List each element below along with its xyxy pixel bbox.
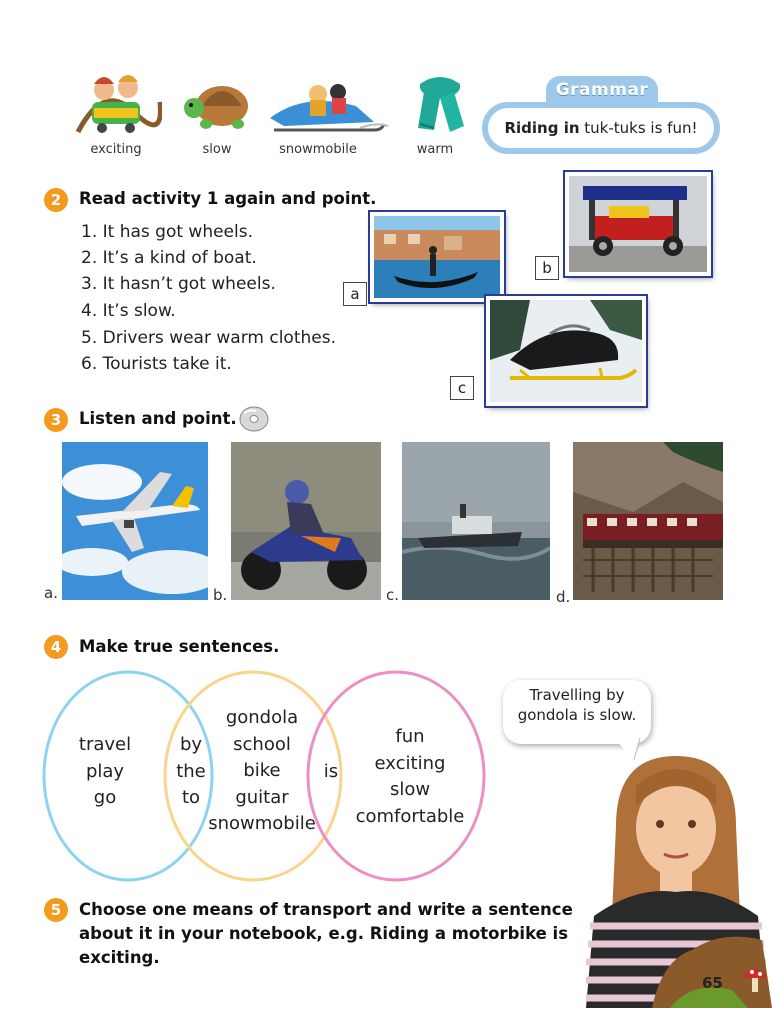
- page-number: 65: [702, 974, 723, 992]
- venn-word-is: is: [323, 761, 339, 782]
- venn-word-by: by: [179, 734, 203, 755]
- photo-label-a: a: [343, 282, 367, 306]
- venn-word-gondola: gondola: [225, 707, 299, 728]
- activity-5-line-1: Choose one means of transport and write a sentence: [79, 900, 573, 919]
- scarf-icon: [410, 62, 470, 140]
- vocab-label-snowmobile: snowmobile: [279, 142, 357, 157]
- tree-stump-icon: [652, 920, 772, 1008]
- sentence-4: 4. It’s slow.: [81, 301, 176, 321]
- activity-2-number: 2: [44, 188, 68, 212]
- snowmobile-icon: [264, 62, 390, 140]
- venn-word-travel: travel: [78, 734, 132, 755]
- venn-word-slow: slow: [389, 779, 431, 800]
- activity-4-title: Make true sentences.: [79, 637, 280, 656]
- activity-5-number: 5: [44, 898, 68, 922]
- rollercoaster-icon: [74, 62, 162, 140]
- venn-word-comfortable: comfortable: [355, 805, 465, 827]
- venn-word-go: go: [93, 787, 117, 808]
- train-photo[interactable]: [573, 442, 723, 600]
- venn-word-fun: fun: [395, 726, 425, 747]
- activity-2-title: Read activity 1 again and point.: [79, 189, 377, 208]
- venn-word-school: school: [233, 733, 291, 755]
- venn-column-adjectives: [350, 724, 470, 830]
- grammar-box: [482, 102, 720, 154]
- photo-label-c: c: [450, 376, 474, 400]
- venn-word-exciting: exciting: [374, 752, 446, 774]
- grammar-bold-text: Riding in: [504, 119, 580, 137]
- activity-3-title: Listen and point.: [79, 409, 237, 428]
- vocab-label-exciting: exciting: [90, 142, 142, 157]
- venn-word-to: to: [181, 787, 201, 808]
- sentence-6: 6. Tourists take it.: [81, 354, 232, 374]
- cd-icon[interactable]: [238, 405, 270, 433]
- snowmobile-photo[interactable]: [486, 296, 646, 406]
- activity-5-line-3: exciting.: [79, 948, 160, 967]
- activity-5-line-2: about it in your notebook, e.g. Riding a motorbike is: [79, 924, 569, 943]
- pic-label-a: a.: [44, 584, 58, 602]
- venn-word-the: the: [176, 760, 206, 782]
- tuk-tuk-photo[interactable]: [565, 172, 711, 276]
- motorbike-photo[interactable]: [231, 442, 381, 600]
- pic-label-b: b.: [213, 586, 228, 604]
- vocab-label-slow: slow: [202, 142, 232, 157]
- grammar-tab: Grammar: [546, 76, 658, 104]
- grammar-rest-text: tuk-tuks is fun!: [579, 119, 698, 137]
- venn-word-guitar: guitar: [235, 786, 289, 808]
- sentence-2: 2. It’s a kind of boat.: [81, 248, 257, 268]
- sentence-1: 1. It has got wheels.: [81, 222, 254, 242]
- gondola-photo[interactable]: [370, 212, 504, 302]
- vocab-label-warm: warm: [416, 142, 454, 157]
- photo-label-b: b: [535, 256, 559, 280]
- sentence-5: 5. Drivers wear warm clothes.: [81, 328, 336, 348]
- venn-column-is: [316, 759, 346, 786]
- venn-word-snowmobile: snowmobile: [208, 813, 316, 834]
- activity-3-number: 3: [44, 408, 68, 432]
- venn-column-nouns: [204, 705, 320, 838]
- venn-column-verbs: [70, 732, 140, 812]
- pic-label-d: d.: [556, 588, 571, 606]
- speech-bubble: Travelling by gondola is slow.: [503, 680, 651, 744]
- venn-word-play: play: [85, 760, 125, 782]
- sentence-3: 3. It hasn’t got wheels.: [81, 274, 276, 294]
- ship-photo[interactable]: [402, 442, 550, 600]
- venn-word-bike: bike: [243, 760, 281, 781]
- airplane-photo[interactable]: [62, 442, 208, 600]
- tortoise-icon: [180, 62, 258, 140]
- activity-4-number: 4: [44, 635, 68, 659]
- pic-label-c: c.: [386, 586, 400, 604]
